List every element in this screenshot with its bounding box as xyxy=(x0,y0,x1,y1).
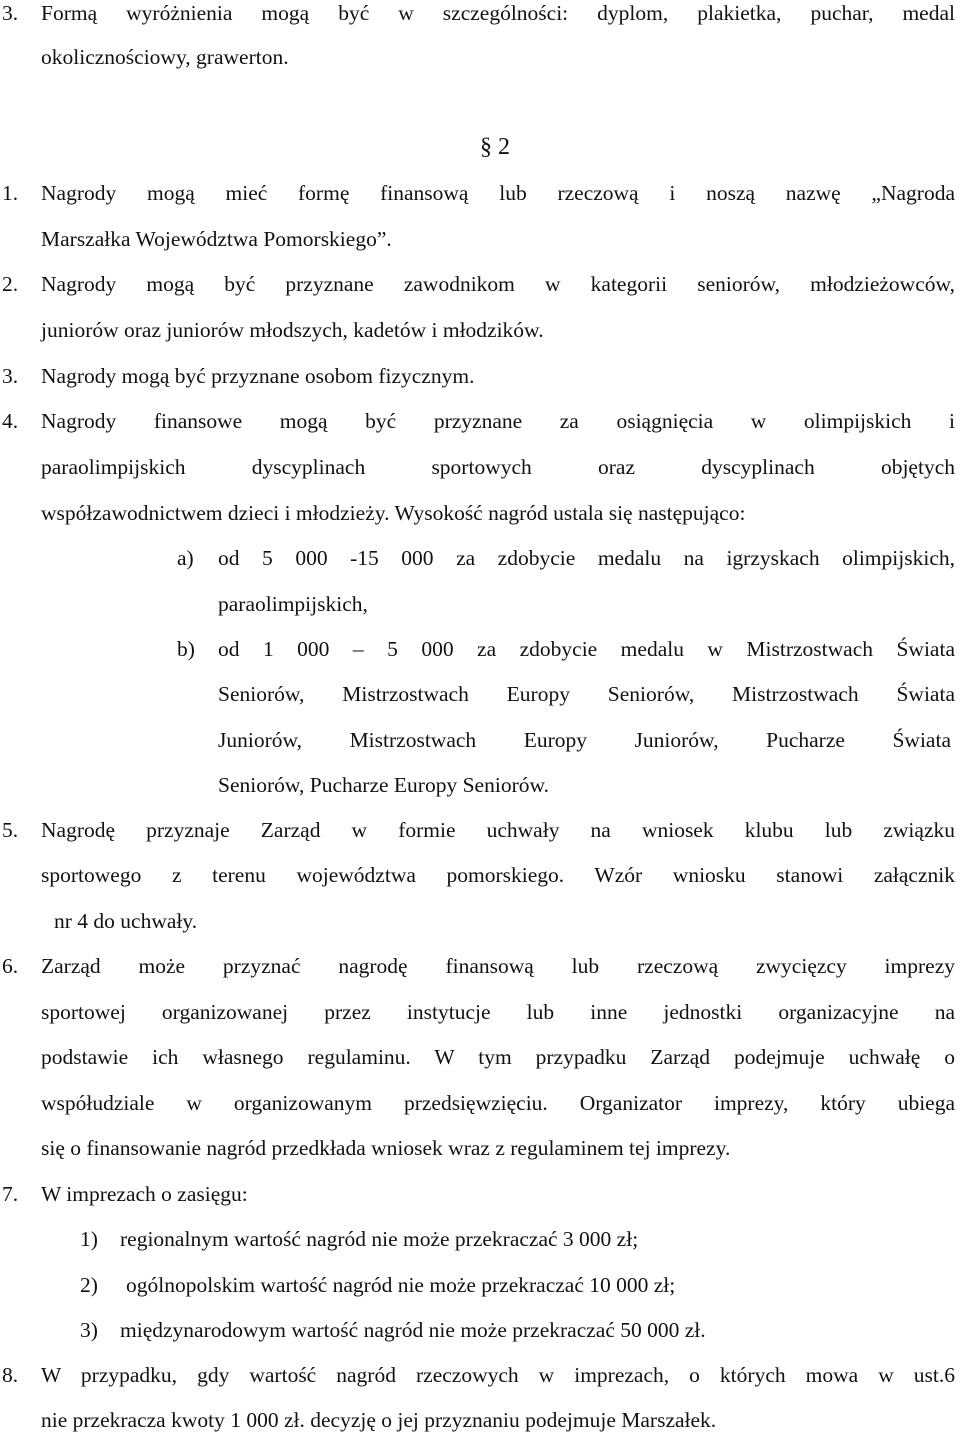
item-number: 7. xyxy=(2,1182,19,1206)
item-text-line: nr 4 do uchwały. xyxy=(54,909,198,933)
sub-item-label: b) xyxy=(177,637,195,661)
sub-item-label: 1) xyxy=(80,1227,98,1251)
item-text-line: współzawodnictwem dzieci i młodzieży. Wysokość nagród ustala się następująco: xyxy=(41,501,746,525)
item-text-line: W imprezach o zasięgu: xyxy=(41,1182,248,1206)
sub-item-text-line: regionalnym wartość nagród nie może przekraczać 3 000 zł; xyxy=(120,1227,639,1251)
sub-item-text-line: Seniorów, Mistrzostwach Europy Seniorów, Mistrzostwach Świata xyxy=(218,682,955,706)
item-text-line: Nagrody mogą być przyznane zawodnikom w kategorii seniorów, młodzieżowców, xyxy=(41,272,955,296)
sub-item-text-line: Seniorów, Pucharze Europy Seniorów. xyxy=(218,773,549,797)
sub-item-label: 2) xyxy=(80,1273,98,1297)
sub-item-text-line: ogólnopolskim wartość nagród nie może przekraczać 10 000 zł; xyxy=(126,1273,676,1297)
item-text-line: Nagrody mogą mieć formę finansową lub rzeczową i noszą nazwę „Nagroda xyxy=(41,181,955,205)
item-text-line: Formą wyróżnienia mogą być w szczególności: dyplom, plakietka, puchar, medal xyxy=(41,1,955,25)
item-number: 4. xyxy=(2,409,19,433)
sub-item-text-line: od 1 000 – 5 000 za zdobycie medalu w Mistrzostwach Świata xyxy=(218,637,955,661)
sub-item-text-line: międzynarodowym wartość nagród nie może przekraczać 50 000 zł. xyxy=(120,1318,706,1342)
item-text-line: podstawie ich własnego regulaminu. W tym przypadku Zarząd podejmuje uchwałę o xyxy=(41,1045,955,1069)
item-number: 2. xyxy=(2,272,19,296)
item-text-line: W przypadku, gdy wartość nagród rzeczowych w imprezach, o których mowa w ust.6 xyxy=(41,1363,955,1387)
item-text-line: Zarząd może przyznać nagrodę finansową lub rzeczową zwycięzcy imprezy xyxy=(41,954,955,978)
section-heading: § 2 xyxy=(480,134,510,160)
item-number: 1. xyxy=(2,181,19,205)
item-text-line: nie przekracza kwoty 1 000 zł. decyzję o jej przyznaniu podejmuje Marszałek. xyxy=(41,1408,717,1432)
item-number: 5. xyxy=(2,818,19,842)
item-text-line: Nagrody finansowe mogą być przyznane za osiągnięcia w olimpijskich i xyxy=(41,409,955,433)
item-text-line: sportowego z terenu województwa pomorskiego. Wzór wniosku stanowi załącznik xyxy=(41,863,955,887)
sub-item-label: a) xyxy=(177,546,194,570)
item-text-line: paraolimpijskich dyscyplinach sportowych oraz dyscyplinach objętych xyxy=(41,455,955,479)
item-text-line: się o finansowanie nagród przedkłada wniosek wraz z regulaminem tej imprezy. xyxy=(41,1136,731,1160)
sub-item-text-line: od 5 000 -15 000 za zdobycie medalu na igrzyskach olimpijskich, xyxy=(218,546,955,570)
sub-item-text-line: paraolimpijskich, xyxy=(218,592,368,616)
item-number: 6. xyxy=(2,954,19,978)
item-text-line: okolicznościowy, grawerton. xyxy=(41,45,289,69)
item-text-line: Nagrodę przyznaje Zarząd w formie uchwały na wniosek klubu lub związku xyxy=(41,818,955,842)
item-text-line: juniorów oraz juniorów młodszych, kadetów i młodzików. xyxy=(41,318,544,342)
item-number: 3. xyxy=(2,364,19,388)
sub-item-text-line: Juniorów, Mistrzostwach Europy Juniorów, Pucharze Świata xyxy=(218,728,951,752)
item-number: 8. xyxy=(2,1363,19,1387)
sub-item-label: 3) xyxy=(80,1318,98,1342)
item-text-line: współudziale w organizowanym przedsięwzięciu. Organizator imprezy, który ubiega xyxy=(41,1091,955,1115)
item-number: 3. xyxy=(2,1,19,25)
item-text-line: Nagrody mogą być przyznane osobom fizycznym. xyxy=(41,364,475,388)
item-text-line: sportowej organizowanej przez instytucje lub inne jednostki organizacyjne na xyxy=(41,1000,955,1024)
item-text-line: Marszałka Województwa Pomorskiego”. xyxy=(41,227,392,251)
